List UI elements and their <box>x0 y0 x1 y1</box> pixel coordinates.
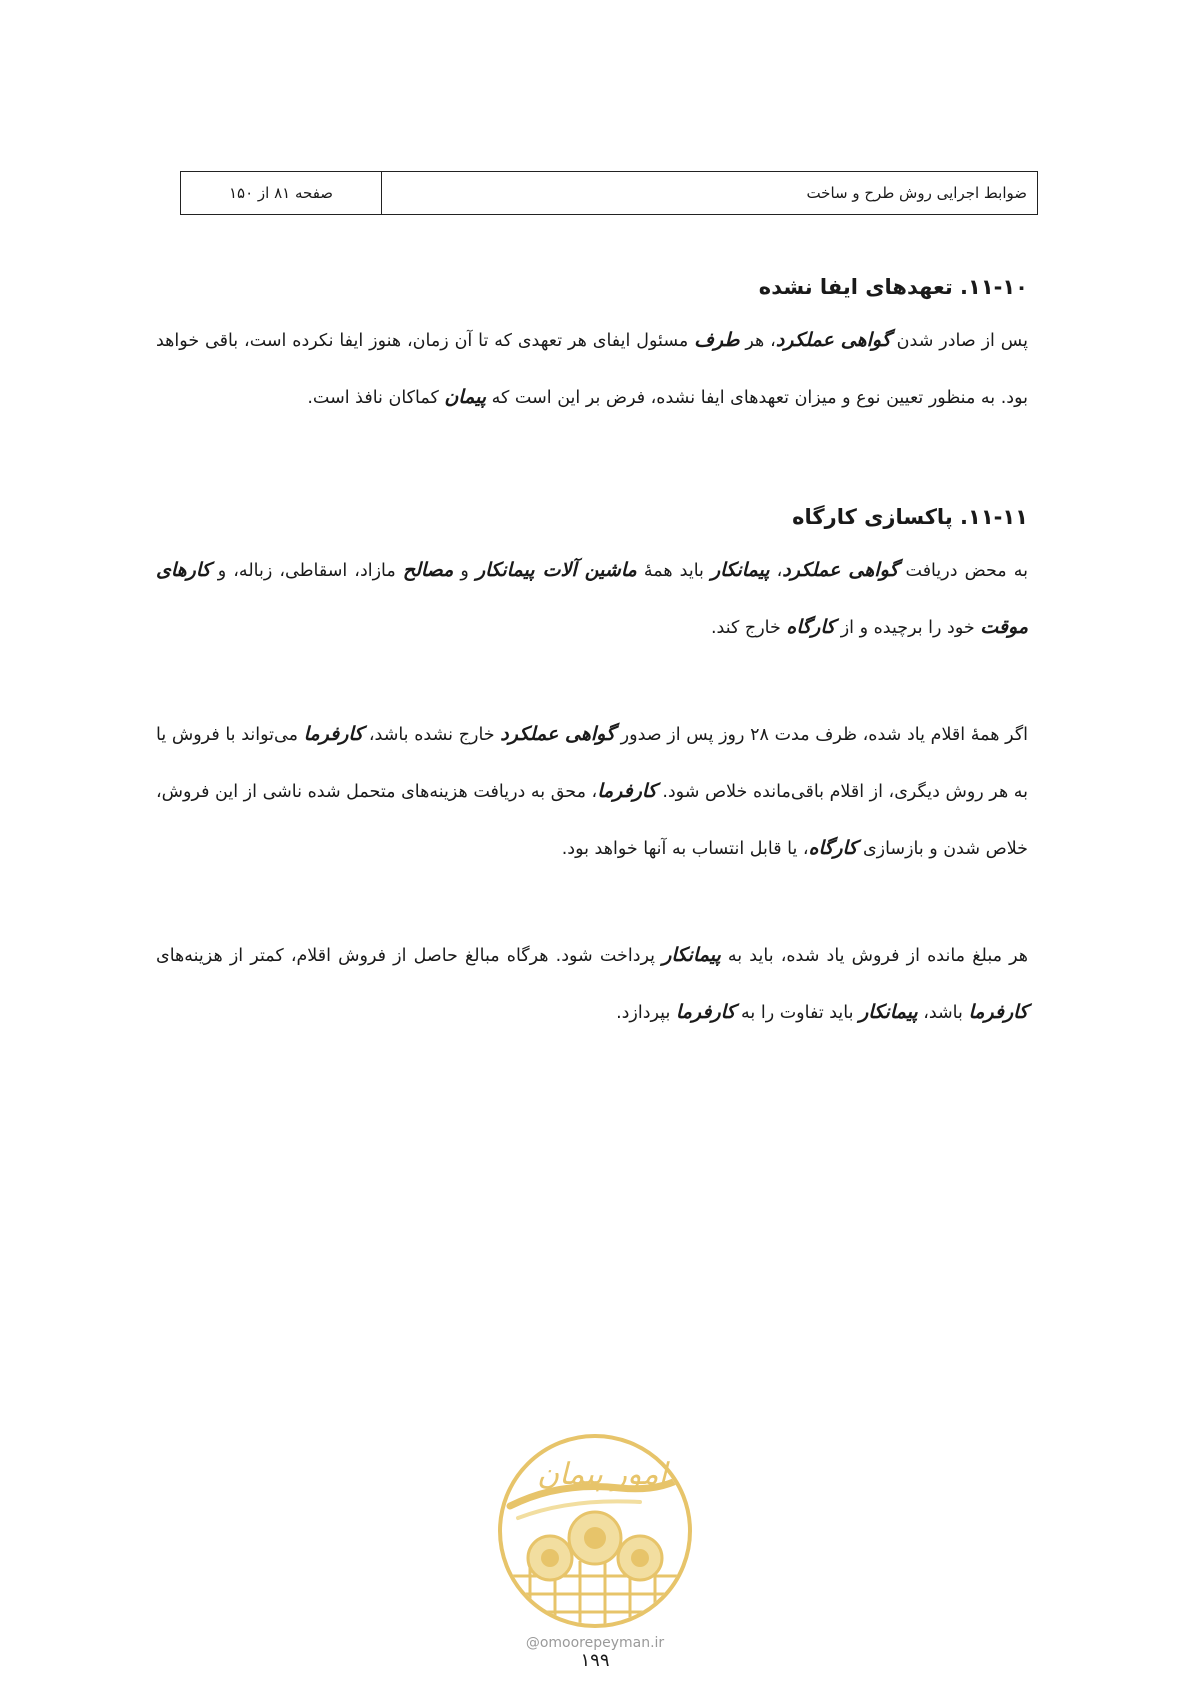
text-run: ، <box>769 561 783 581</box>
text-run: پرداخت شود. هرگاه مبالغ حاصل از فروش اقلام، کمتر از هزینه‌های <box>156 946 663 966</box>
term-employer: کارفرما <box>968 1001 1028 1023</box>
paragraph-balance-payment <box>156 927 1028 1041</box>
text-run: به محض دریافت <box>898 561 1028 581</box>
term-employer: کارفرما <box>597 780 657 802</box>
text-run: خارج کند. <box>710 618 787 638</box>
term-site: کارگاه <box>786 616 836 638</box>
text-run: باید همهٔ <box>636 561 711 581</box>
page-counter: صفحه ۸۱ از ۱۵۰ <box>228 184 334 202</box>
text-run: باید تفاوت را به <box>735 1003 860 1023</box>
section-heading-11-10: ۱۱-۱۰. تعهدهای ایفا نشده <box>758 275 1028 299</box>
term-site: کارگاه <box>808 837 858 859</box>
text-run: مسئول ایفای هر تعهدی که تا آن زمان، هنوز ایفا نکرده است، باقی خواهد بود. به منظور تعیین نوع و میزان تعهدهای ایفا نشده، فرض بر این است که <box>156 331 1028 408</box>
omoorepeyman-logo-icon <box>490 1426 700 1636</box>
text-run: بپردازد. <box>616 1003 676 1023</box>
term-contractor: پیمانکار <box>662 944 721 966</box>
document-title: ضوابط اجرایی روش طرح و ساخت <box>381 172 1037 214</box>
text-run: می‌تواند با فروش یا به هر روش دیگری، از اقلام باقی‌مانده خلاص شود. <box>156 725 1028 802</box>
term-performance-certificate: گواهی عملکرد <box>775 329 891 351</box>
text-run: باشد، <box>917 1003 969 1023</box>
text-run: مازاد، اسقاطی، زباله، و <box>210 561 403 581</box>
text-run: ، یا قابل انتساب به آنها خواهد بود. <box>561 839 809 859</box>
term-temporary-works: کارهای موقت <box>156 559 1028 638</box>
text-run: اگر همهٔ اقلام یاد شده، ظرف مدت ۲۸ روز پس از صدور <box>615 725 1029 745</box>
text-run: پس از صادر شدن <box>890 331 1028 351</box>
text-run: ، محق به دریافت هزینه‌های متحمل شده ناشی از این فروش، خلاص شدن و بازسازی <box>156 782 1028 859</box>
paragraph-unperformed-obligations <box>156 312 1028 426</box>
term-performance-certificate: گواهی عملکرد <box>782 559 899 581</box>
text-run: خود را برچیده و از <box>835 618 981 638</box>
text-run: و <box>453 561 476 581</box>
page-header <box>180 171 1038 215</box>
main-content <box>156 262 1028 1041</box>
term-employer: کارفرما <box>675 1001 736 1023</box>
text-run: هر مبلغ مانده از فروش یاد شده، باید به <box>720 946 1029 966</box>
page-number: ۱۹۹ <box>580 1650 610 1671</box>
section-heading-11-11: ۱۱-۱۱. پاکسازی کارگاه <box>792 505 1028 529</box>
text-run: کماکان نافذ است. <box>307 388 445 408</box>
term-contractor: پیمانکار <box>711 559 770 581</box>
term-party: طرف <box>694 329 740 351</box>
website-watermark: @omoorepeyman.ir <box>525 1635 665 1651</box>
website-text: omoorepeyman.ir <box>539 1635 665 1651</box>
paragraph-employer-disposal <box>156 706 1028 877</box>
term-contractor-equipment: ماشین آلات پیمانکار <box>475 559 637 581</box>
term-materials: مصالح <box>402 559 454 581</box>
term-employer: کارفرما <box>303 723 364 745</box>
term-contractor: پیمانکار <box>859 1001 918 1023</box>
text-run: ، هر <box>739 331 776 351</box>
term-contract: پیمان <box>444 386 487 408</box>
term-performance-certificate: گواهی عملکرد <box>500 723 616 745</box>
logo-calligraphy: امور پیمان <box>537 1457 667 1492</box>
paragraph-site-clearance <box>156 542 1028 656</box>
text-run: خارج نشده باشد، <box>363 725 501 745</box>
